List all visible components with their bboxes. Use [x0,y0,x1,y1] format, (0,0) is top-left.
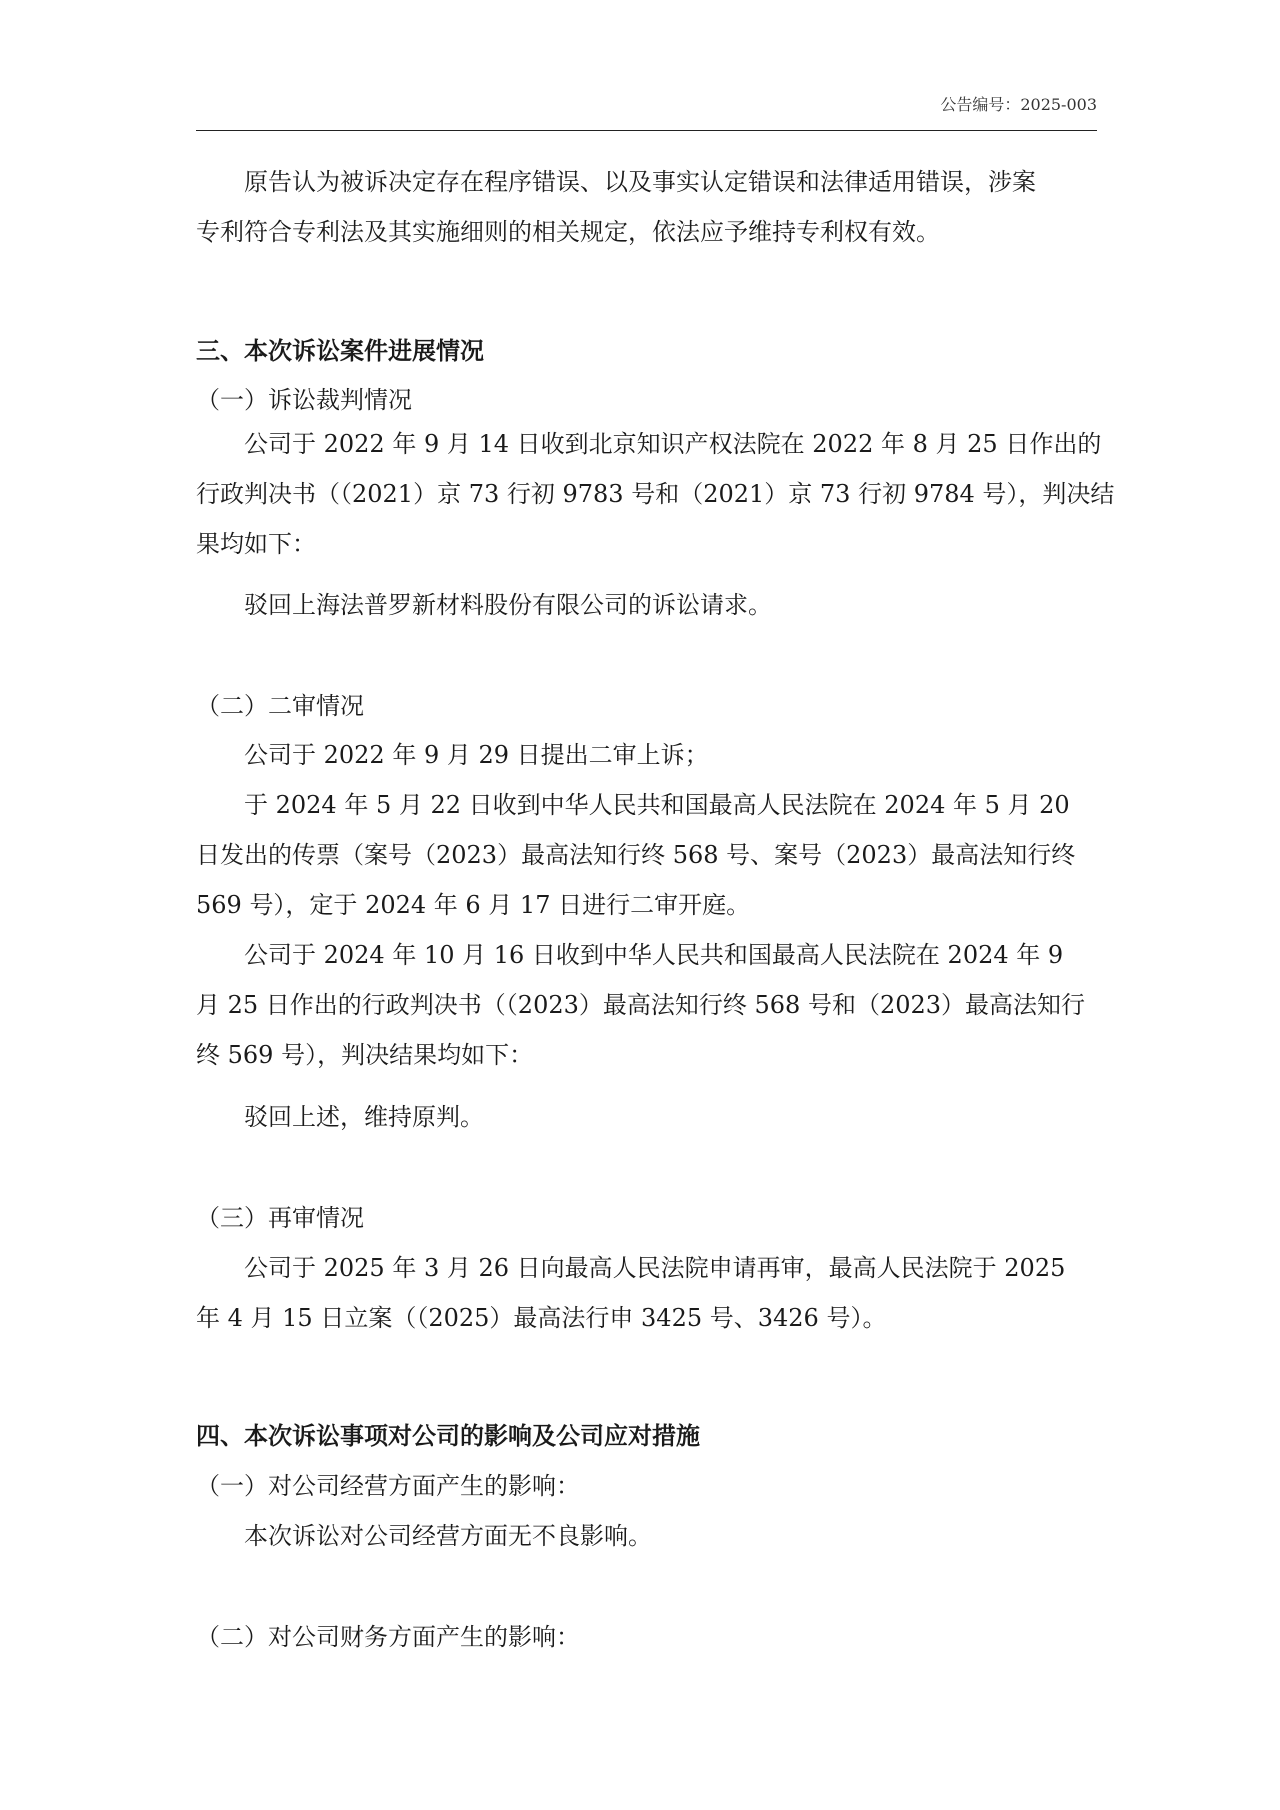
paragraph-line: 果均如下： [196,530,316,558]
paragraph-line: 日发出的传票（案号（2023）最高法知行终 568 号、案号（2023）最高法知行终 [196,841,1076,869]
paragraph-line: 569 号），定于 2024 年 6 月 17 日进行二审开庭。 [196,891,751,919]
subsection-heading: （三）再审情况 [196,1204,364,1232]
subsection-heading: （一）对公司经营方面产生的影响： [196,1472,580,1500]
subsection-heading: （二）对公司财务方面产生的影响： [196,1623,580,1651]
paragraph-line: 公司于 2025 年 3 月 26 日向最高人民法院申请再审，最高人民法院于 2025 [244,1254,1066,1282]
paragraph-line: 月 25 日作出的行政判决书（（2023）最高法知行终 568 号和（2023）最高法知行 [196,991,1086,1019]
paragraph-line: 于 2024 年 5 月 22 日收到中华人民共和国最高人民法院在 2024 年 5 月 20 [244,791,1070,819]
paragraph-line: 终 569 号），判决结果均如下： [196,1041,534,1069]
paragraph-line: 驳回上述，维持原判。 [244,1103,484,1131]
paragraph-line: 公司于 2024 年 10 月 16 日收到中华人民共和国最高人民法院在 2024 年 9 [244,941,1064,969]
paragraph-line: 公司于 2022 年 9 月 14 日收到北京知识产权法院在 2022 年 8 月 25 日作出的 [244,430,1102,458]
section-heading: 四、本次诉讼事项对公司的影响及公司应对措施 [196,1421,700,1450]
paragraph-line: 公司于 2022 年 9 月 29 日提出二审上诉； [244,741,709,769]
subsection-heading: （一）诉讼裁判情况 [196,386,412,414]
paragraph-line: 专利符合专利法及其实施细则的相关规定，依法应予维持专利权有效。 [196,218,940,246]
section-heading: 三、本次诉讼案件进展情况 [196,336,484,365]
paragraph-line: 行政判决书（（2021）京 73 行初 9783 号和（2021）京 73 行初 9784 号），判决结 [196,480,1115,508]
paragraph-line: 原告认为被诉决定存在程序错误、以及事实认定错误和法律适用错误，涉案 [244,168,1036,196]
paragraph-line: 驳回上海法普罗新材料股份有限公司的诉讼请求。 [244,591,772,619]
paragraph-line: 本次诉讼对公司经营方面无不良影响。 [244,1522,652,1550]
subsection-heading: （二）二审情况 [196,692,364,720]
paragraph-line: 年 4 月 15 日立案（（2025）最高法行申 3425 号、3426 号）。 [196,1304,887,1332]
announcement-number: 公告编号：2025-003 [940,95,1097,114]
header-divider [196,130,1097,131]
